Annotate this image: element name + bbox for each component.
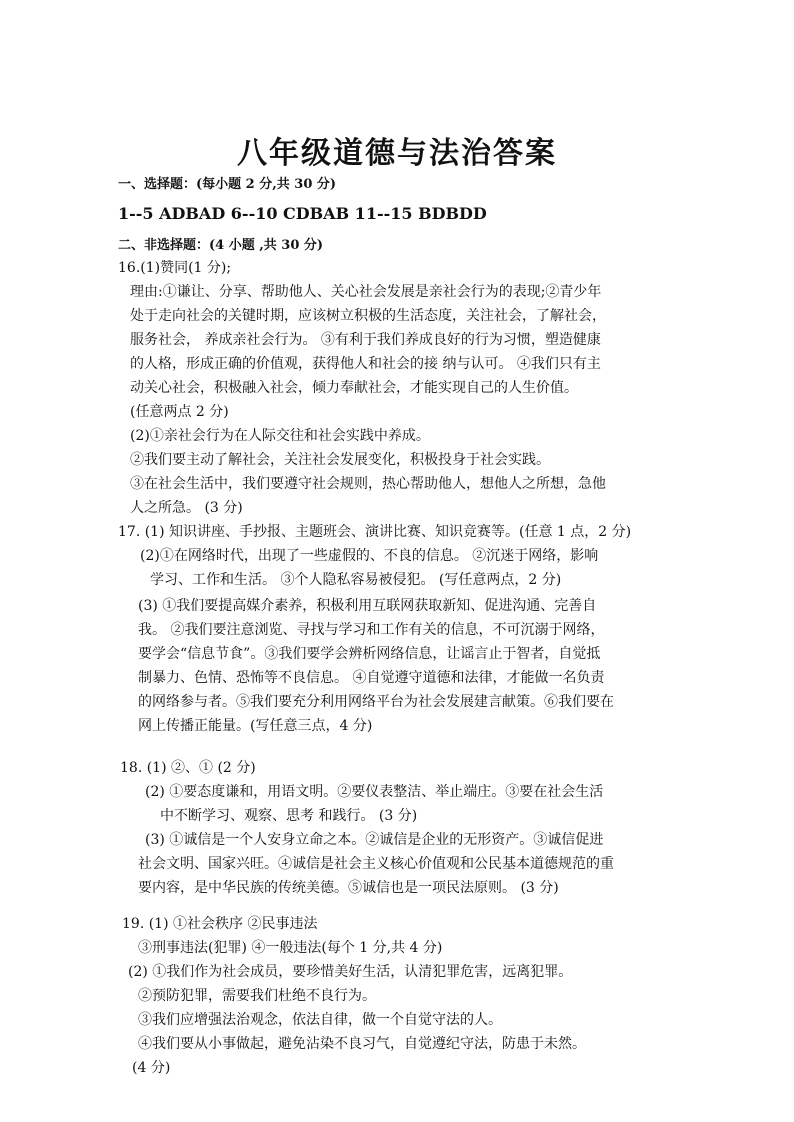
q19-part2-line: ②预防犯罪，需要我们杜绝不良行为。 bbox=[138, 988, 376, 1004]
q16-reason-line: 服务社会， 养成亲社会行为。 ③有利于我们养成良好的行为习惯，塑造健康 bbox=[130, 332, 601, 348]
page-title: 八年级道德与法治答案 bbox=[237, 136, 557, 171]
q16-reason-line: 的人格，形成正确的价值观，获得他人和社会的接 纳与认可。 ④我们只有主 bbox=[130, 356, 601, 372]
q16-part1: 16.(1)赞同(1 分); bbox=[118, 260, 232, 276]
q18-part1: 18. (1) ②、① (2 分) bbox=[120, 760, 256, 776]
q19-score-note: (4 分) bbox=[132, 1060, 171, 1076]
q16-reason-line: 处于走向社会的关键时期，应该树立积极的生活态度，关注社会，了解社会， bbox=[130, 308, 606, 324]
q17-part3-line: 要学会“信息节食”。③我们要学会辨析网络信息，让谣言止于智者，自觉抵 bbox=[138, 646, 601, 662]
q18-part3-line: 要内容，是中华民族的传统美德。⑤诚信也是一项民法原则。 (3 分) bbox=[138, 880, 559, 896]
q19-part1-line: ③刑事违法(犯罪) ④一般违法(每个 1 分,共 4 分) bbox=[138, 940, 443, 956]
section2-heading: 二、非选择题：(4 小题 ,共 30 分) bbox=[118, 238, 324, 253]
q16-part2-line: 人之所急。 (3 分) bbox=[130, 500, 243, 516]
q16-score-note: (任意两点 2 分) bbox=[130, 404, 229, 420]
q17-part3: (3) ①我们要提高媒介素养，积极利用互联网获取新知、促进沟通、完善自 bbox=[138, 598, 597, 614]
q17-part3-line: 制暴力、色情、恐怖等不良信息。 ④自觉遵守道德和法律，才能做一名负责 bbox=[138, 670, 605, 686]
q18-part2: (2) ①要态度谦和，用语文明。②要仪表整洁、举止端庄。③要在社会生活 bbox=[145, 784, 604, 800]
q17-part2: (2)①在网络时代，出现了一些虚假的、不良的信息。 ②沉迷于网络，影响 bbox=[140, 548, 599, 564]
q16-part2-line: ②我们要主动了解社会，关注社会发展变化，积极投身于社会实践。 bbox=[130, 452, 550, 468]
q17-part3-line: 我。 ②我们要注意浏览、寻找与学习和工作有关的信息，不可沉溺于网络， bbox=[138, 622, 605, 638]
q18-part3: (3) ①诚信是一个人安身立命之本。②诚信是企业的无形资产。③诚信促进 bbox=[145, 832, 604, 848]
q18-part2-line: 中不断学习、观察、思考 和践行。 (3 分) bbox=[160, 808, 418, 824]
q19-part2-line: ④我们要从小事做起，避免沾染不良习气，自觉遵纪守法，防患于未然。 bbox=[138, 1036, 586, 1052]
q17-part2-line: 学习、工作和生活。 ③个人隐私容易被侵犯。 (写任意两点，2 分) bbox=[150, 572, 562, 588]
q16-reason-line: 动关心社会，积极融入社会，倾力奉献社会，才能实现自己的人生价值。 bbox=[130, 380, 578, 396]
q18-part3-line: 社会文明、国家兴旺。④诚信是社会主义核心价值观和公民基本道德规范的重 bbox=[138, 856, 614, 872]
q19-part1: 19. (1) ①社会秩序 ②民事违法 bbox=[122, 916, 318, 932]
q16-reason-line: 理由:①谦让、分享、帮助他人、关心社会发展是亲社会行为的表现;②青少年 bbox=[130, 284, 602, 300]
q19-part2: (2) ①我们作为社会成员，要珍惜美好生活，认清犯罪危害，远离犯罪。 bbox=[128, 964, 573, 980]
q19-part2-line: ③我们应增强法治观念，依法自律，做一个自觉守法的人。 bbox=[138, 1012, 502, 1028]
multiple-choice-answers: 1--5 ADBAD 6--10 CDBAB 11--15 BDBDD bbox=[118, 204, 487, 223]
q16-part2: (2)①亲社会行为在人际交往和社会实践中养成。 bbox=[130, 428, 430, 444]
q17-part3-line: 网上传播正能量。(写任意三点，4 分) bbox=[138, 718, 373, 734]
section1-heading: 一、选择题：(每小题 2 分,共 30 分) bbox=[118, 177, 337, 192]
q17-part3-line: 的网络参与者。⑤我们要充分利用网络平台为社会发展建言献策。⑥我们要在 bbox=[138, 694, 614, 710]
q16-part2-line: ③在社会生活中，我们要遵守社会规则，热心帮助他人，想他人之所想，急他 bbox=[130, 476, 606, 492]
q17-part1: 17. (1) 知识讲座、手抄报、主题班会、演讲比赛、知识竞赛等。(任意 1 点，2 分) bbox=[118, 524, 632, 540]
